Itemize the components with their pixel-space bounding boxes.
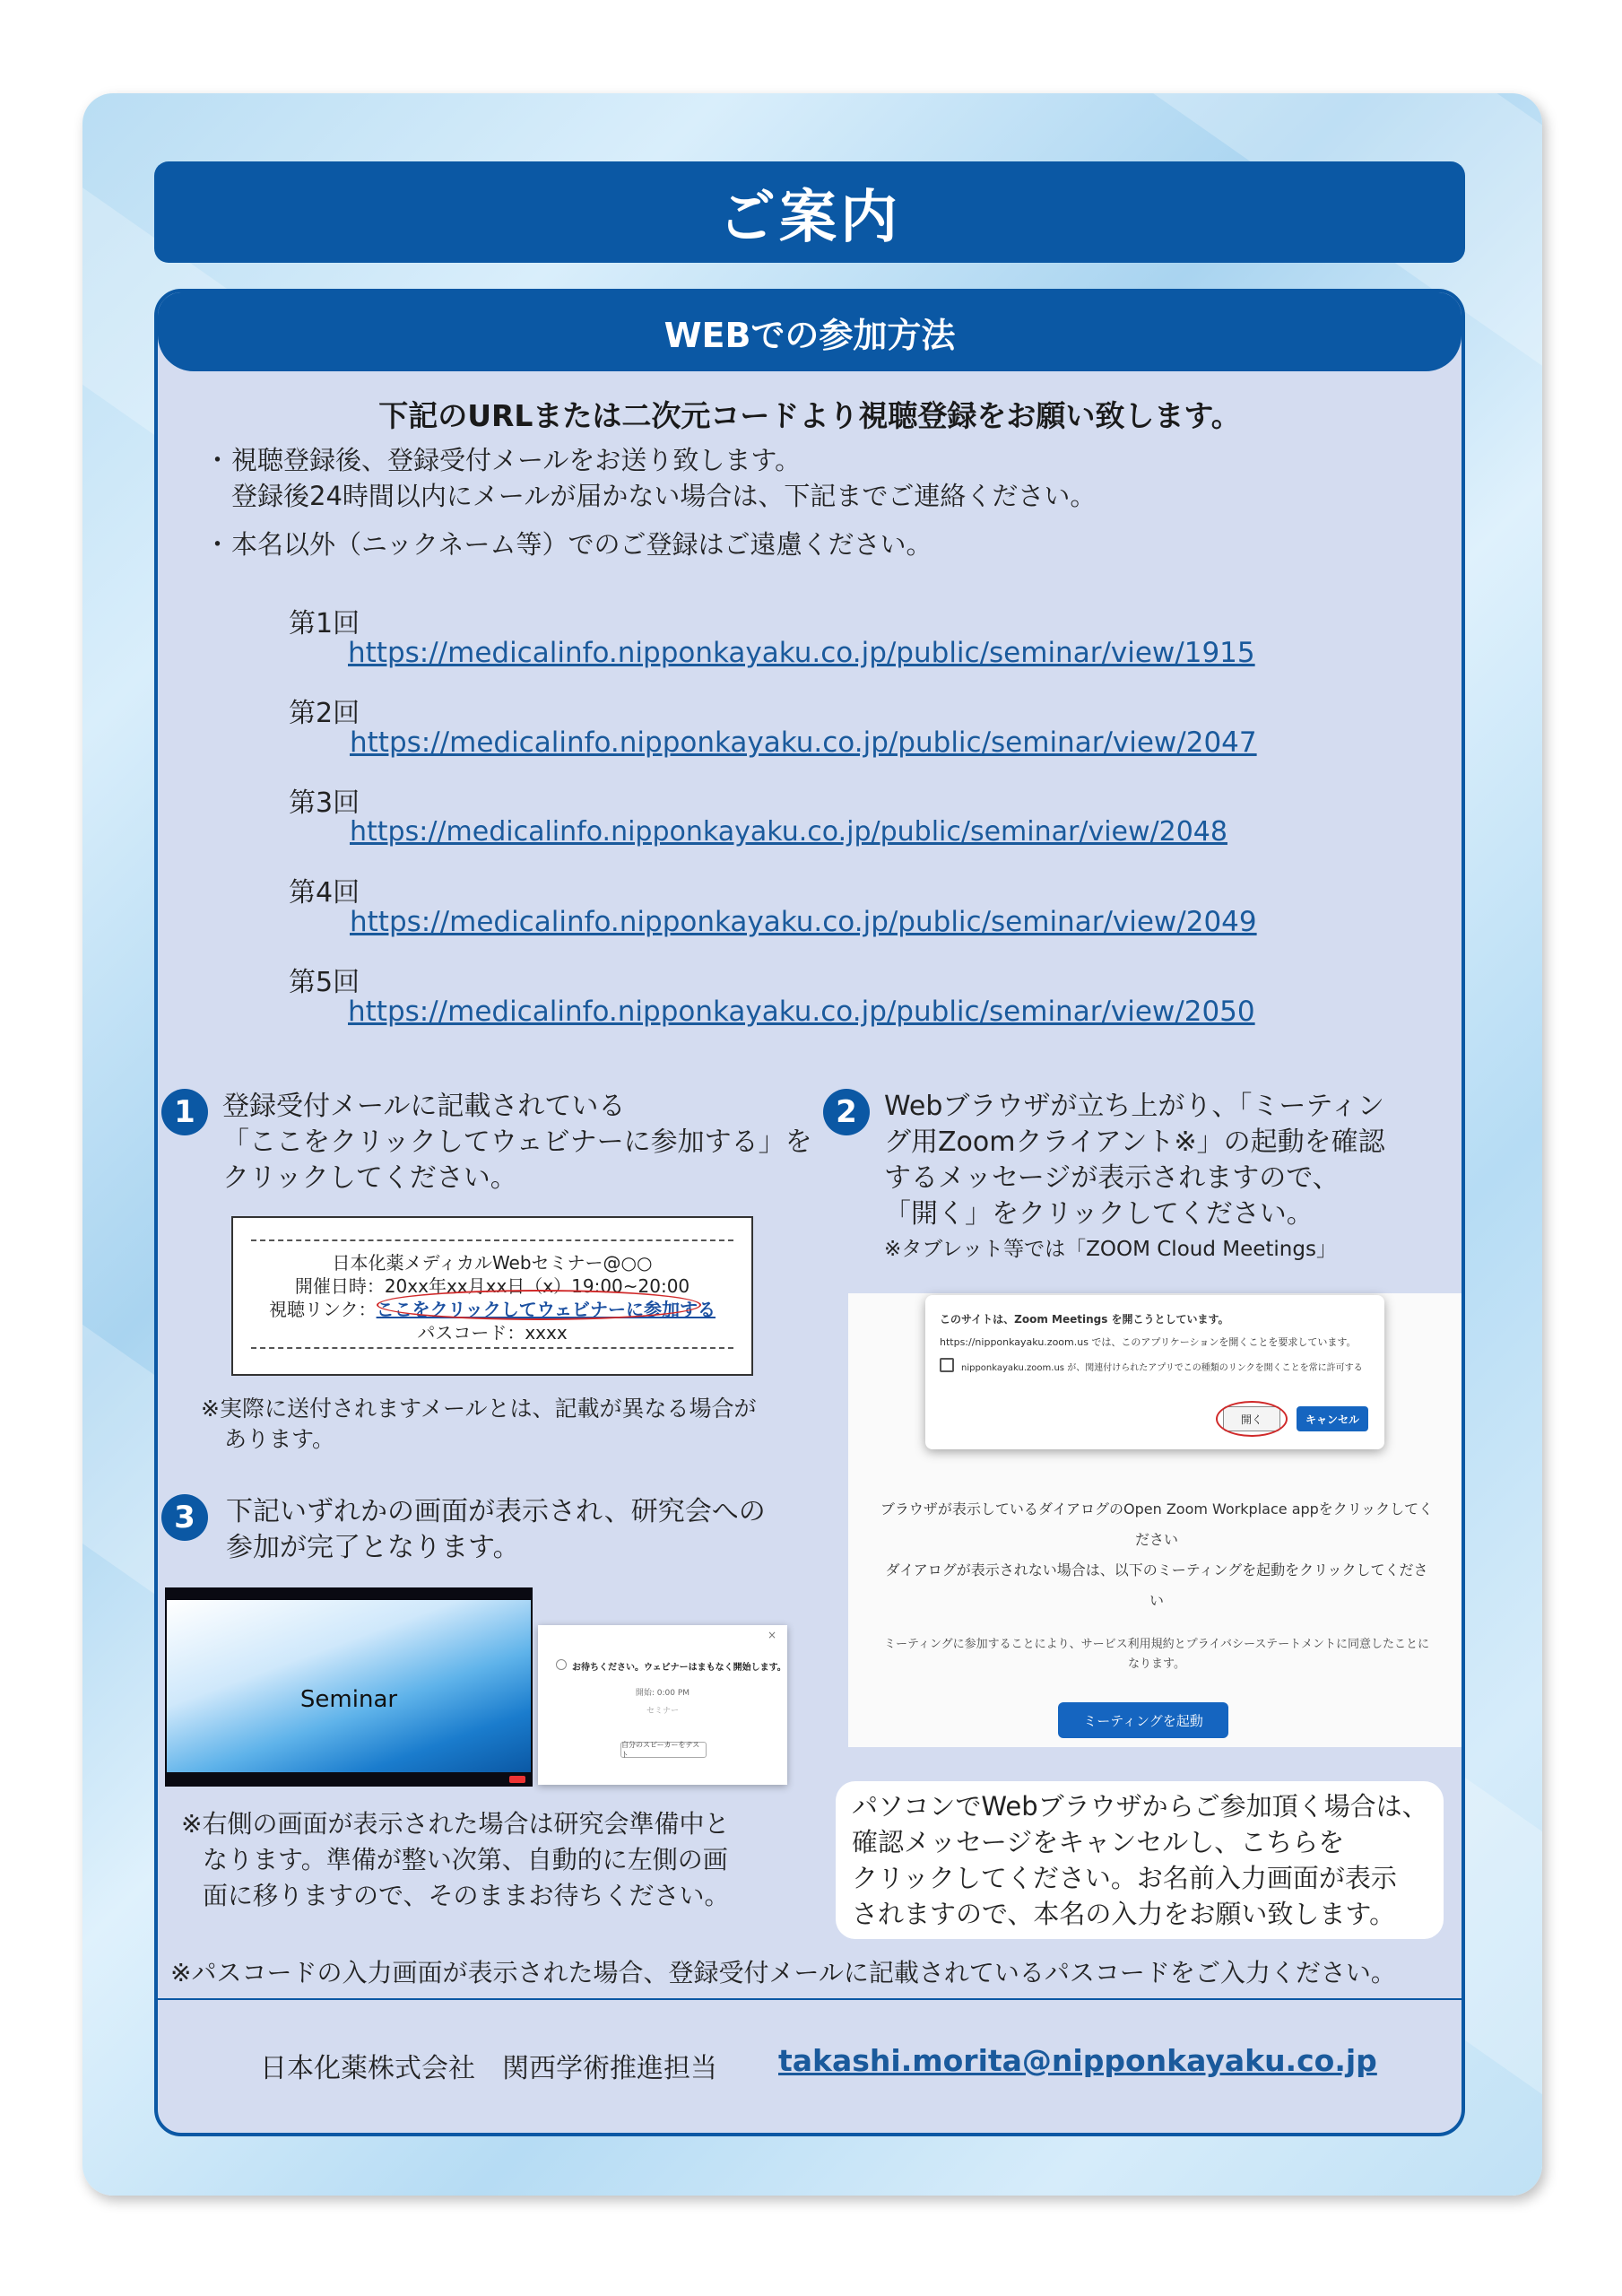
- footer-divider: [158, 1998, 1462, 2000]
- waiting-sub: セミナー: [646, 1707, 679, 1716]
- session-3-label: 第3回: [289, 787, 360, 819]
- instruction-1: ブラウザが表示しているダイアログのOpen Zoom Workplace appをクリックしてく: [880, 1500, 1434, 1518]
- session-1-label: 第1回: [289, 608, 360, 639]
- step-1-note-line2: あります。: [224, 1426, 335, 1452]
- close-icon[interactable]: ×: [768, 1629, 777, 1641]
- step-3-note-line2: なります。準備が整い次第、自動的に左側の画: [203, 1845, 728, 1874]
- waiting-screen: [538, 1625, 787, 1785]
- email-passcode: パスコード：xxxx: [417, 1322, 568, 1344]
- step-2-badge: 2: [823, 1089, 870, 1135]
- step-1-line2: 「ここをクリックしてウェビナーに参加する」を: [222, 1126, 812, 1158]
- email-bottom-divider: [251, 1347, 733, 1349]
- step-2-line2: グ用Zoomクライアント※」の起動を確認: [884, 1126, 1385, 1158]
- contact-org: 日本化薬株式会社 関西学術推進担当: [260, 2053, 717, 2084]
- checkbox-label: nipponkayaku.zoom.us が、関連付けられたアプリでこの種類のリンクを開くことを常に許可する: [961, 1363, 1363, 1373]
- email-join-link[interactable]: ここをクリックしてウェビナーに参加する: [376, 1299, 716, 1320]
- step-3-badge: 3: [161, 1494, 208, 1541]
- waiting-spinner-icon: [556, 1659, 567, 1670]
- open-app-dialog: [925, 1295, 1384, 1449]
- pc-note-box: [836, 1781, 1444, 1939]
- test-speaker-button[interactable]: 自分のスピーカーをテスト: [620, 1742, 707, 1758]
- pc-note-line1: パソコンでWebブラウザからご参加頂く場合は、: [852, 1791, 1428, 1822]
- pc-note-line3: クリックしてください。お名前入力画面が表示: [852, 1863, 1397, 1893]
- instruction-2: ダイアログが表示されない場合は、以下のミーティングを起動をクリックしてくださ: [885, 1561, 1428, 1578]
- step-1-note-line1: ※実際に送付されますメールとは、記載が異なる場合が: [201, 1396, 757, 1422]
- session-3-link[interactable]: https://medicalinfo.nipponkayaku.co.jp/public/seminar/view/2048: [350, 816, 1227, 848]
- highlight-ellipse: [377, 1290, 701, 1320]
- instruction-2b: い: [1149, 1592, 1164, 1609]
- pc-note-line2: 確認メッセージをキャンセルし、こちらを: [852, 1827, 1345, 1857]
- section-title: WEBでの参加方法: [158, 292, 1462, 371]
- bullet-2-line1: 本名以外（ニックネーム等）でのご登録はご遠慮ください。: [231, 529, 932, 560]
- always-allow-checkbox[interactable]: [940, 1358, 954, 1372]
- instruction-1b: ださい: [1134, 1531, 1178, 1548]
- session-5-label: 第5回: [289, 967, 360, 998]
- step-1-badge: 1: [161, 1089, 208, 1135]
- seminar-label: Seminar: [299, 1686, 398, 1713]
- dialog-heading: このサイトは、Zoom Meetings を開こうとしています。: [940, 1313, 1229, 1326]
- launch-meeting-button[interactable]: ミーティングを起動: [1058, 1702, 1228, 1738]
- session-1-link[interactable]: https://medicalinfo.nipponkayaku.co.jp/public/seminar/view/1915: [348, 637, 1255, 669]
- open-highlight-ellipse: [1216, 1401, 1288, 1437]
- step-1-line1: 登録受付メールに記載されている: [222, 1091, 626, 1122]
- step-3-line2: 参加が完了となります。: [226, 1532, 520, 1563]
- session-5-link[interactable]: https://medicalinfo.nipponkayaku.co.jp/public/seminar/view/2050: [348, 996, 1255, 1028]
- contact-email-link[interactable]: takashi.morita@nipponkayaku.co.jp: [778, 2043, 1377, 2078]
- pc-note-line4: されますので、本名の入力をお願い致します。: [852, 1899, 1396, 1929]
- page-title: ご案内: [154, 161, 1465, 263]
- participation-panel: [154, 289, 1465, 2136]
- step-3-line1: 下記いずれかの画面が表示され、研究会への: [226, 1496, 766, 1527]
- step-1-line3: クリックしてください。: [222, 1162, 517, 1194]
- terms-text: ミーティングに参加することにより、サービス利用規約とプライバシーステートメントに同意したことに: [883, 1638, 1429, 1651]
- session-2-link[interactable]: https://medicalinfo.nipponkayaku.co.jp/public/seminar/view/2047: [350, 726, 1257, 759]
- bullet-marker: ・: [204, 529, 231, 560]
- terms-text-b: なります。: [1128, 1657, 1185, 1671]
- step-3-note-line3: 面に移りますので、そのままお待ちください。: [203, 1881, 730, 1910]
- seminar-slide: [167, 1600, 531, 1772]
- leave-icon: [509, 1776, 525, 1783]
- step-2-line1: Webブラウザが立ち上がり、「ミーティン: [884, 1091, 1385, 1122]
- bullet-marker: ・: [204, 445, 231, 475]
- session-4-label: 第4回: [289, 877, 360, 909]
- email-top-divider: [251, 1239, 733, 1241]
- open-button[interactable]: 開く: [1223, 1406, 1280, 1431]
- passcode-note: ※パスコードの入力画面が表示された場合、登録受付メールに記載されているパスコードをご入力ください。: [170, 1958, 1396, 1987]
- email-seminar-name: 日本化薬メディカルWebセミナー@○○: [332, 1252, 653, 1274]
- dialog-subtext: https://nipponkayaku.zoom.us では、このアプリケーションを開くことを要求しています。: [940, 1336, 1357, 1348]
- bullet-1-line1: 視聴登録後、登録受付メールをお送り致します。: [231, 445, 802, 475]
- lead-text: 下記のURLまたは二次元コードより視聴登録をお願い致します。: [378, 398, 1241, 433]
- seminar-screen: [165, 1587, 533, 1787]
- waiting-title: お待ちください。ウェビナーはまもなく開始します。: [572, 1663, 786, 1673]
- step-3-note-line1: ※右側の画面が表示された場合は研究会準備中と: [181, 1809, 730, 1839]
- email-date: 開催日時：20xx年xx月xx日（x）19:00~20:00: [294, 1275, 690, 1297]
- cancel-button[interactable]: キャンセル: [1297, 1406, 1368, 1431]
- step-2-line4: 「開く」をクリックしてください。: [884, 1198, 1314, 1230]
- session-4-link[interactable]: https://medicalinfo.nipponkayaku.co.jp/public/seminar/view/2049: [350, 906, 1257, 938]
- bullet-1-line2: 登録後24時間以内にメールが届かない場合は、下記までご連絡ください。: [231, 481, 1097, 511]
- waiting-start: 開始: 0:00 PM: [635, 1689, 690, 1698]
- browser-screenshot: [848, 1293, 1465, 1747]
- email-link-label: 視聴リンク：: [268, 1299, 377, 1320]
- sample-email: [231, 1216, 753, 1376]
- session-2-label: 第2回: [289, 698, 360, 729]
- step-2-line3: するメッセージが表示されますので、: [884, 1162, 1340, 1194]
- step-2-note: ※タブレット等では「ZOOM Cloud Meetings」: [884, 1238, 1337, 1261]
